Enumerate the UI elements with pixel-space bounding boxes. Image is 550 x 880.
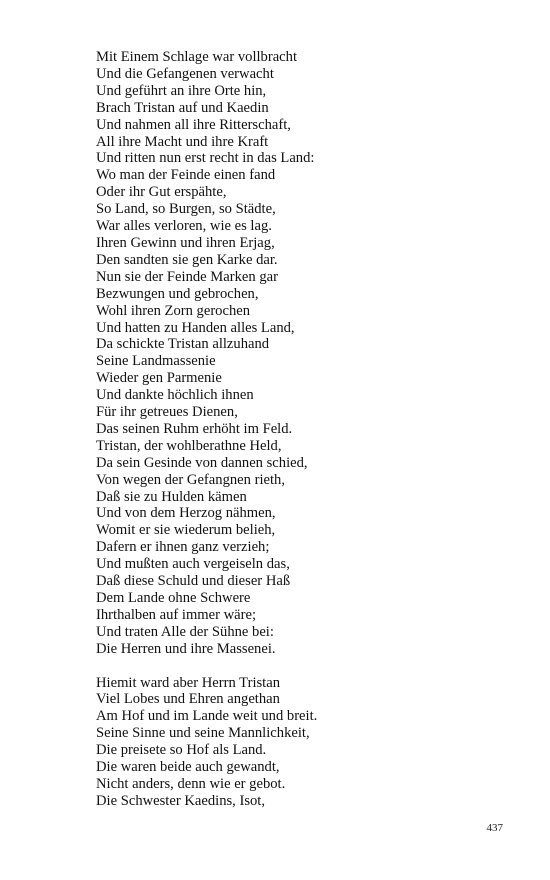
verse-line: War alles verloren, wie es lag. (96, 218, 272, 235)
verse-line: Daß sie zu Hulden kämen (96, 488, 247, 505)
verse-line: Die Herren und ihre Massenei. (96, 640, 276, 657)
verse-line: Hiemit ward aber Herrn Tristan (96, 674, 281, 691)
verse-line: Oder ihr Gut erspähte, (96, 184, 227, 201)
verse-line: Und dankte höchlich ihnen (96, 387, 254, 404)
stanza-2 (96, 675, 516, 810)
verse-line: Die preisete so Hof als Land. (96, 742, 267, 759)
verse-line: Viel Lobes und Ehren angethan (96, 691, 280, 708)
verse-line: Womit er sie wiederum belieh, (96, 522, 276, 539)
verse-line: Dafern er ihnen ganz verzieh; (96, 539, 270, 556)
verse-line: Das seinen Ruhm erhöht im Feld. (96, 420, 293, 437)
verse-line: Da sein Gesinde von dannen schied, (96, 454, 308, 471)
verse-line: Brach Tristan auf und Kaedin (96, 99, 269, 116)
verse-line: Am Hof und im Lande weit und breit. (96, 708, 318, 725)
verse-line: Ihren Gewinn und ihren Erjag, (96, 234, 275, 251)
stanza-1 (96, 49, 516, 658)
verse-line: Wohl ihren Zorn gerochen (96, 302, 251, 319)
verse-line: Seine Landmassenie (96, 353, 216, 370)
verse-line: Bezwungen und gebrochen, (96, 285, 259, 302)
verse-line: Und mußten auch vergeiseln das, (96, 556, 290, 573)
verse-line: Die waren beide auch gewandt, (96, 759, 280, 776)
verse-line: Mit Einem Schlage war vollbracht (96, 49, 298, 65)
verse-line: Seine Sinne und seine Mannlichkeit, (96, 725, 310, 742)
verse-line: Nun sie der Feinde Marken gar (96, 268, 278, 285)
verse-line: All ihre Macht und ihre Kraft (96, 133, 269, 150)
verse-line: Daß diese Schuld und dieser Haß (96, 573, 291, 590)
page-number: 437 (486, 822, 503, 834)
verse-line: Nicht anders, denn wie er gebot. (96, 775, 286, 792)
verse-line: Ihrthalben auf immer wäre; (96, 606, 257, 623)
verse-line: So Land, so Burgen, so Städte, (96, 201, 276, 218)
verse-line: Und hatten zu Handen alles Land, (96, 319, 295, 336)
verse-line: Tristan, der wohlberathne Held, (96, 437, 282, 454)
verse-line: Die Schwester Kaedins, Isot, (96, 792, 266, 809)
verse-line: Und die Gefangenen verwacht (96, 65, 274, 82)
verse-line: Und von dem Herzog nähmen, (96, 505, 276, 522)
verse-line: Von wegen der Gefangnen rieth, (96, 471, 285, 488)
poem-text (96, 49, 516, 810)
verse-line: Und ritten nun erst recht in das Land: (96, 150, 315, 167)
verse-line: Da schickte Tristan allzuhand (96, 336, 270, 353)
verse-line: Und traten Alle der Sühne bei: (96, 623, 274, 640)
verse-line: Wo man der Feinde einen fand (96, 167, 276, 184)
verse-line: Den sandten sie gen Karke dar. (96, 251, 278, 268)
verse-line: Dem Lande ohne Schwere (96, 590, 251, 606)
verse-line: Und geführt an ihre Orte hin, (96, 82, 267, 99)
verse-line: Und nahmen all ihre Ritterschaft, (96, 116, 291, 133)
verse-line: Wieder gen Parmenie (96, 370, 222, 387)
verse-line: Für ihr getreues Dienen, (96, 404, 238, 421)
